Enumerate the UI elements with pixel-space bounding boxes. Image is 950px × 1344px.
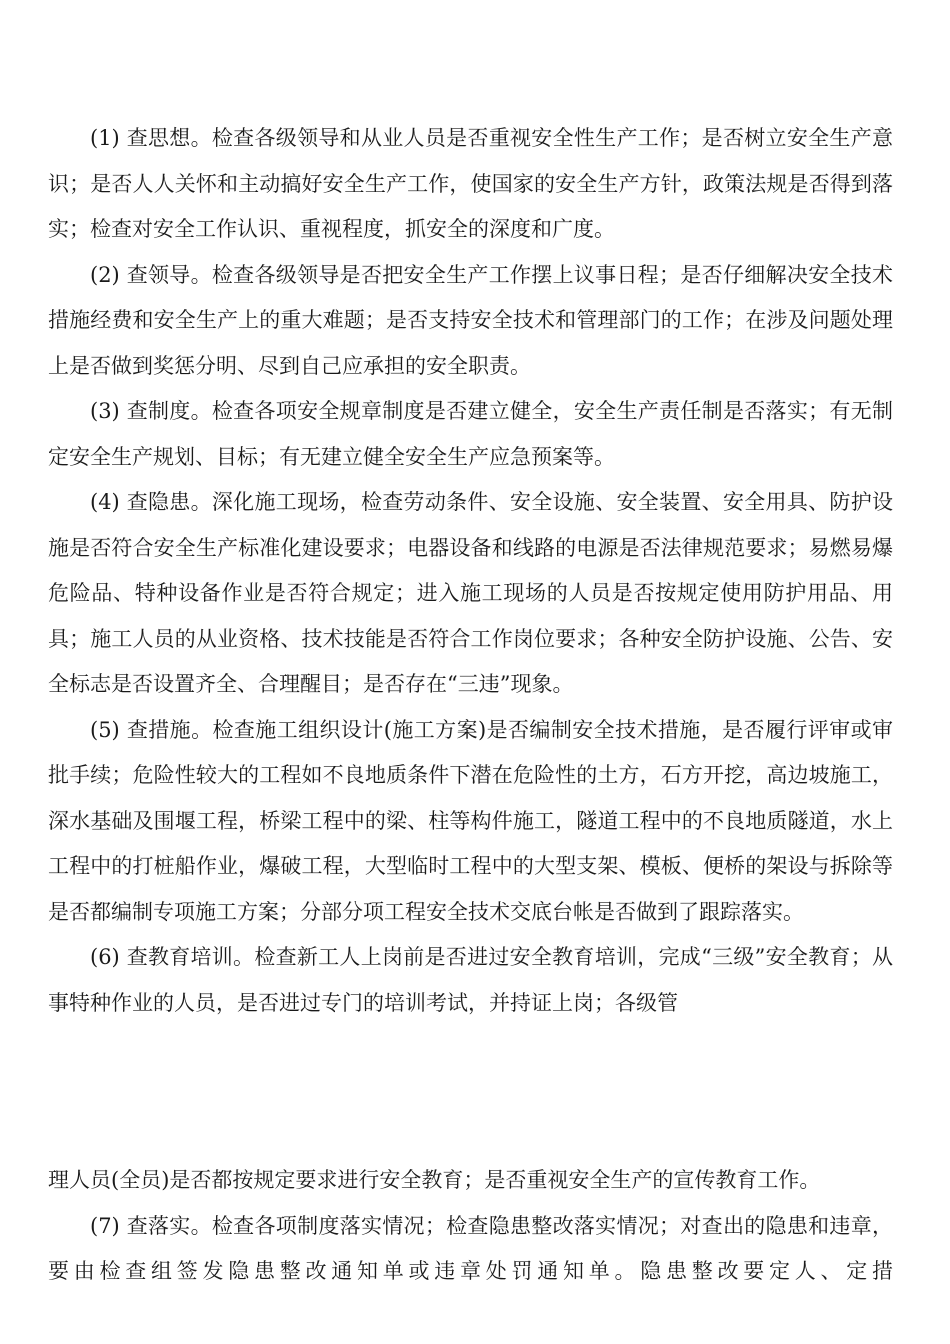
paragraph-check-hazards: (4) 查隐患。深化施工现场，检查劳动条件、安全设施、安全装置、安全用具、防护设施是否符合安全生产标准化建设要求；电器设备和线路的电源是否法律规范要求；易燃易爆危险品、特种设备作业是否符合规定；进入施工现场的人员是否按规定使用防护用品、用具；施工人员的从业资格、技术技能是否符合工作岗位要求；各种安全防护设施、公告、安全标志是否设置齐全、合理醒目；是否存在“三违”现象。 xyxy=(48,490,893,696)
paragraph-check-training: (6) 查教育培训。检查新工人上岗前是否进过安全教育培训，完成“三级”安全教育；从事特种作业的人员，是否进过专门的培训考试，并持证上岗；各级管 xyxy=(48,945,893,1015)
paragraph-check-thinking: (1) 查思想。检查各级领导和从业人员是否重视安全性生产工作；是否树立安全生产意识；是否人人关怀和主动搞好安全生产工作，使国家的安全生产方针，政策法规是否得到落实；检查对安全工作认识、重视程度，抓安全的深度和广度。 xyxy=(48,126,893,241)
paragraph-check-measures: (5) 查措施。检查施工组织设计(施工方案)是否编制安全技术措施，是否履行评审或审批手续；危险性较大的工程如不良地质条件下潜在危险性的土方，石方开挖，高边坡施工，深水基础及围堰工程，桥梁工程中的梁、柱等构件施工，隧道工程中的不良地质隧道，水上工程中的打桩船作业，爆破工程，大型临时工程中的大型支架、模板、便桥的架设与拆除等是否都编制专项施工方案；分部分项工程安全技术交底台帐是否做到了跟踪落实。 xyxy=(48,717,893,924)
paragraph-check-implementation: (7) 查落实。检查各项制度落实情况；检查隐患整改落实情况；对查出的隐患和违章，要由检查组签发隐患整改通知单或违章处罚通知单。隐患整改要定人、定措 xyxy=(48,1213,893,1283)
text-block-lower xyxy=(48,1158,893,1295)
paragraph-check-system: (3) 查制度。检查各项安全规章制度是否建立健全，安全生产责任制是否落实；有无制定安全生产规划、目标；有无建立健全安全生产应急预案等。 xyxy=(48,399,893,469)
paragraph-training-continued: 理人员(全员)是否都按规定要求进行安全教育；是否重视安全生产的宣传教育工作。 xyxy=(48,1168,821,1192)
paragraph-check-leadership: (2) 查领导。检查各级领导是否把安全生产工作摆上议事日程；是否仔细解决安全技术措施经费和安全生产上的重大难题；是否支持安全技术和管理部门的工作；在涉及问题处理上是否做到奖惩分明、尽到自己应承担的安全职责。 xyxy=(48,262,893,378)
text-block-upper xyxy=(48,116,893,1026)
